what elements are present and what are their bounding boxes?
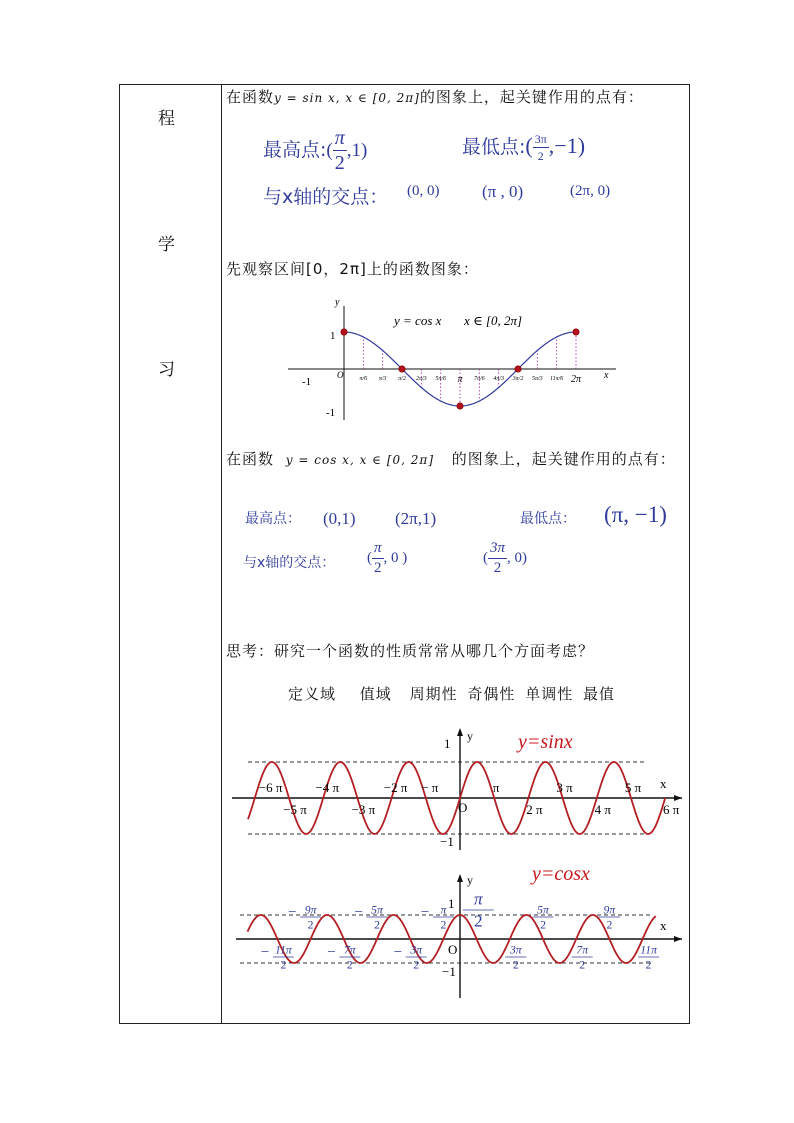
cos-zero-1-den: 2 <box>374 560 382 576</box>
key-point <box>457 403 463 409</box>
property-monotonic: 单调性 <box>525 685 574 703</box>
y-tick-1: 1 <box>330 330 336 342</box>
cos-zero-1-close: , 0 ) <box>383 549 408 566</box>
y-tick-neg-1: −1 <box>442 964 456 979</box>
cos-lower-frac-label <box>261 943 294 971</box>
frac-numerator: 3π <box>509 943 522 957</box>
cosine-wave-graph <box>226 858 688 1002</box>
key-point <box>573 329 579 335</box>
property-extreme: 最值 <box>582 685 615 703</box>
properties-list <box>288 683 615 704</box>
y-axis-label: y <box>467 873 473 887</box>
sine-upper-tick-label: 3 π <box>556 780 573 795</box>
cos-zero-label: 与x轴的交点： <box>243 555 336 571</box>
x-axis-arrow <box>674 795 682 801</box>
frac-denominator: 2 <box>606 918 613 932</box>
x-tick-label: π/2 <box>398 376 406 382</box>
cos-min-1: (π, −1) <box>604 502 667 527</box>
table-column-divider <box>221 84 222 1024</box>
frac-numerator: 7π <box>576 943 589 957</box>
sin-min-den: 2 <box>537 149 544 163</box>
frac-numerator: 11π <box>275 943 292 957</box>
sin-intro <box>226 86 644 107</box>
sine-upper-tick-label: −2 π <box>383 780 408 795</box>
sin-max-point <box>263 128 367 173</box>
key-point <box>515 366 521 372</box>
cos-max-1: (0,1) <box>323 509 356 528</box>
sine-lower-tick-label: 6 π <box>663 802 680 817</box>
cos-zero-2-num: 3π <box>488 541 507 559</box>
cos-upper-frac-label <box>463 890 494 931</box>
sine-lower-tick-label: 4 π <box>594 802 611 817</box>
frac-sign: − <box>420 904 430 921</box>
property-domain: 定义域 <box>288 685 337 703</box>
frac-denominator: 2 <box>346 958 353 972</box>
sin-min-close: ,−1) <box>548 133 586 158</box>
frac-sign: − <box>288 904 297 921</box>
sin-min-open: ( <box>525 133 533 158</box>
frac-denominator: 2 <box>413 958 420 972</box>
sin-intro-suffix: 的图象上，起关键作用的点有： <box>419 88 644 106</box>
cos-lower-frac-label <box>638 943 659 971</box>
sine-upper-tick-label: − π <box>421 780 439 795</box>
x-axis-label: x <box>660 776 667 791</box>
frac-numerator: 5π <box>371 903 383 917</box>
sin-zero-3: (2π, 0) <box>570 183 611 199</box>
cos-lower-frac-label <box>327 943 360 971</box>
y-tick-1: 1 <box>448 896 455 911</box>
frac-numerator: 3π <box>410 943 423 957</box>
frac-sign: − <box>260 944 270 961</box>
origin-label: O <box>458 800 468 815</box>
x-tick-label: π <box>457 374 463 385</box>
cos-intro-formula: y = cos x, x ∈ [0, 2π] <box>285 453 435 467</box>
sin-intro-prefix: 在函数 <box>226 88 275 106</box>
x-axis-label: x <box>660 918 667 933</box>
frac-numerator: 9π <box>603 903 616 917</box>
y-axis-label: y <box>467 729 473 743</box>
key-point <box>341 329 347 335</box>
x-tick-label: 11π/6 <box>550 376 564 382</box>
cos-zero-1-num: π <box>372 541 384 559</box>
frac-sign: − <box>327 944 336 961</box>
frac-denominator: 2 <box>579 958 586 972</box>
frac-numerator: π <box>473 889 483 909</box>
cos-intro-suffix: 的图象上，起关键作用的点有： <box>451 450 676 468</box>
cos-max-2: (2π,1) <box>395 509 437 528</box>
origin-label: O <box>448 942 458 957</box>
sine-lower-tick-label: 2 π <box>526 802 543 817</box>
sin-min-num: 3π <box>534 132 547 146</box>
cos-zero-2-close: , 0) <box>507 549 528 566</box>
frac-denominator: 2 <box>540 918 546 932</box>
cos-zero-1 <box>367 541 407 576</box>
sine-upper-tick-label: 5 π <box>624 780 642 795</box>
sin-min-label: 最低点: <box>462 136 526 158</box>
property-parity: 奇偶性 <box>467 685 516 703</box>
sine-lower-tick-label: −3 π <box>351 802 376 817</box>
sine-wave-graph <box>226 722 688 852</box>
x-tick-label: π/6 <box>359 376 368 382</box>
cos-min-label: 最低点： <box>520 511 576 527</box>
y-axis-arrow <box>457 874 463 882</box>
sin-intro-formula: y = sin x, x ∈ [0, 2π] <box>274 91 420 105</box>
cos-upper-frac-label <box>599 903 620 931</box>
cos-zero-2 <box>483 541 527 576</box>
frac-denominator: 2 <box>473 911 483 931</box>
frac-denominator: 2 <box>645 958 652 972</box>
sin-zero-2: (π , 0) <box>482 182 524 201</box>
cos-zero-2-open: ( <box>483 549 488 566</box>
frac-numerator: 7π <box>343 943 356 957</box>
property-range: 值域 <box>359 685 392 703</box>
key-point <box>399 366 405 372</box>
side-char-2: 学 <box>158 235 175 255</box>
sine-upper-tick-label: −4 π <box>315 780 340 795</box>
cos-upper-frac-label <box>533 903 554 931</box>
frac-numerator: π <box>440 903 447 917</box>
x-tick-label: 4π/3 <box>493 376 505 382</box>
sine-upper-tick-label: π <box>492 780 500 795</box>
sine-upper-tick-label: −6 π <box>258 780 283 795</box>
sin-max-den: 2 <box>334 152 345 174</box>
x-tick-label: 2π <box>570 374 582 385</box>
frac-denominator: 2 <box>512 958 519 972</box>
sin-zero-1: (0, 0) <box>407 183 440 199</box>
y-tick-neg-1: −1 <box>440 834 454 849</box>
cos-zero-2-den: 2 <box>493 560 502 576</box>
y-tick-neg-1: -1 <box>326 407 336 419</box>
cos-key-points-graph <box>284 294 624 424</box>
x-axis-label: x <box>604 370 609 381</box>
sin-max-close: ,1) <box>346 140 368 161</box>
cosine-title: y=cosx <box>532 863 590 885</box>
sin-max-label: 最高点: <box>263 139 327 161</box>
cos-intro <box>226 448 676 469</box>
frac-numerator: 5π <box>537 903 549 917</box>
x-tick-label: π/3 <box>378 376 387 382</box>
cos-lower-frac-label <box>505 943 526 971</box>
frac-numerator: 11π <box>640 943 657 957</box>
graph-title: y = cos x <box>394 313 442 328</box>
cos-lower-frac-label <box>394 943 427 971</box>
think-question: 思考：研究一个函数的性质常常从哪几个方面考虑？ <box>226 642 595 660</box>
y-tick-1: 1 <box>444 736 451 751</box>
x-tick-label: 7π/6 <box>473 376 485 382</box>
sin-max-num: π <box>334 127 345 149</box>
frac-sign: − <box>354 904 363 921</box>
frac-denominator: 2 <box>280 958 287 972</box>
x-tick-label: 3π/2 <box>512 376 524 382</box>
x-axis-arrow <box>674 936 682 942</box>
y-axis-arrow <box>457 728 463 736</box>
property-period: 周期性 <box>409 685 458 703</box>
side-char-3: 习 <box>158 360 175 380</box>
cos-max-label: 最高点： <box>245 511 301 527</box>
frac-denominator: 2 <box>440 918 447 932</box>
sin-zero-label: 与x轴的交点： <box>263 186 389 208</box>
cos-intro-prefix: 在函数 <box>226 450 275 468</box>
sine-title: y=sinx <box>518 731 573 753</box>
frac-denominator: 2 <box>374 918 380 932</box>
cos-zero-1-open: ( <box>367 549 372 566</box>
sin-min-point <box>462 132 585 162</box>
frac-sign: − <box>393 944 403 961</box>
side-char-1: 程 <box>158 109 175 129</box>
frac-numerator: 9π <box>304 903 317 917</box>
sin-zero-points <box>263 182 388 209</box>
y-axis-label: y <box>335 297 340 308</box>
sine-lower-tick-label: −5 π <box>283 802 307 817</box>
graph-domain: x ∈ [0, 2π] <box>464 313 523 328</box>
x-tick-label: 2π/3 <box>415 376 427 382</box>
origin-label: O <box>337 370 344 380</box>
frac-denominator: 2 <box>307 918 314 932</box>
x-tick-neg-1: -1 <box>302 376 312 388</box>
x-tick-label: 5π/3 <box>531 376 543 382</box>
cos-lower-frac-label <box>572 943 593 971</box>
x-tick-label: 5π/6 <box>435 376 447 382</box>
sin-max-open: ( <box>326 140 333 161</box>
observe-text: 先观察区间[0，2π]上的函数图象： <box>226 260 479 278</box>
